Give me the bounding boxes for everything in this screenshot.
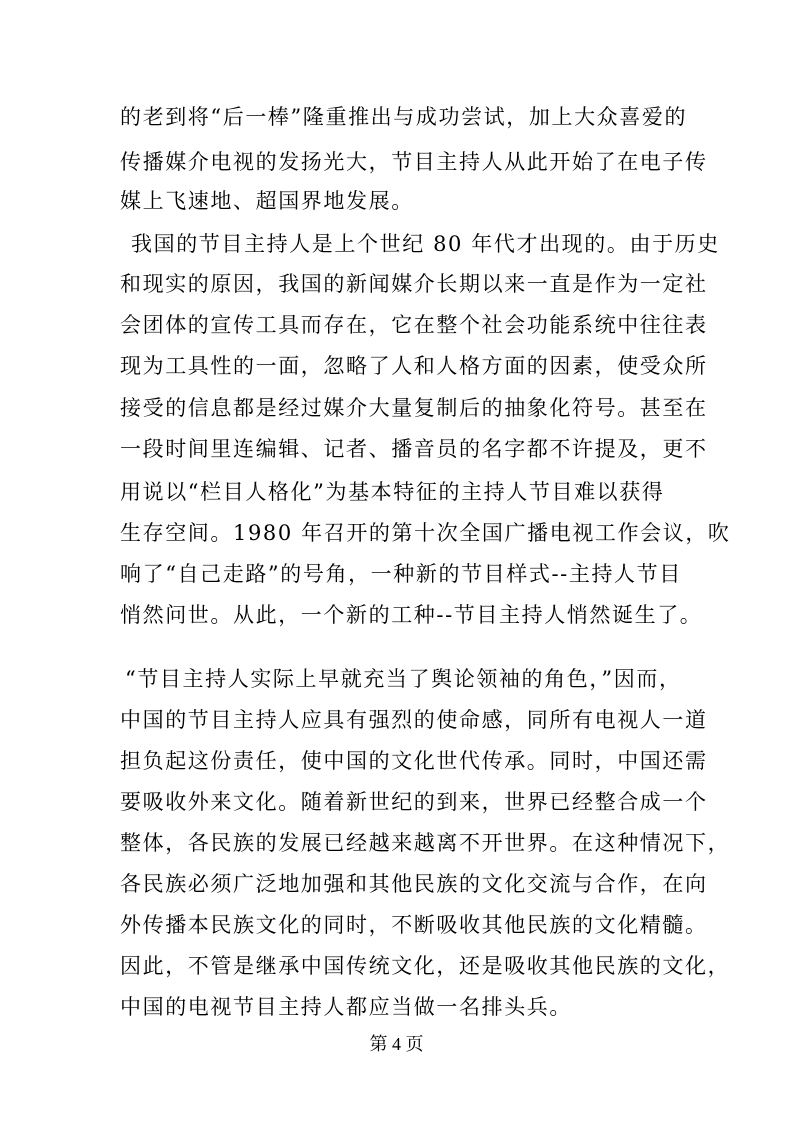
text-line: 因此，不管是继承中国传统文化，还是吸收其他民族的文化，: [120, 954, 731, 978]
text-line: 各民族必须广泛地加强和其他民族的文化交流与合作，在向: [120, 872, 708, 896]
text-line: 外传播本民族文化的同时，不断吸收其他民族的文化精髓。: [120, 913, 708, 937]
text-line: 中国的节目主持人应具有强烈的使命感，同所有电视人一道: [120, 708, 708, 732]
text-line: 接受的信息都是经过媒介大量复制后的抽象化符号。甚至在: [120, 396, 708, 420]
text-line: 要吸收外来文化。随着新世纪的到来，世界已经整合成一个: [120, 790, 708, 814]
text-line: “节目主持人实际上早就充当了舆论领袖的角色，”因而，: [125, 667, 682, 691]
text-line: 悄然问世。从此，一个新的工种--节目主持人悄然诞生了。: [120, 603, 703, 627]
text-line: 会团体的宣传工具而存在，它在整个社会功能系统中往往表: [120, 313, 708, 337]
text-line: 现为工具性的一面，忽略了人和人格方面的因素，使受众所: [120, 354, 708, 378]
text-line: 响了“自己走路”的号角，一种新的节目样式--主持人节目: [120, 562, 682, 586]
text-line: 的老到将“后一棒”隆重推出与成功尝试，加上大众喜爱的: [120, 105, 688, 129]
text-line: 生存空间。1980 年召开的第十次全国广播电视工作会议，吹: [120, 521, 731, 545]
text-line: 一段时间里连编辑、记者、播音员的名字都不许提及，更不: [120, 437, 708, 461]
page-number: 第 4 页: [369, 1034, 424, 1054]
text-line: 用说以“栏目人格化”为基本特征的主持人节目难以获得: [120, 480, 665, 504]
text-line: 整体，各民族的发展已经越来越离不开世界。在这种情况下，: [120, 831, 731, 855]
text-line: 我国的节目主持人是上个世纪 80 年代才出现的。由于历史: [131, 232, 720, 256]
text-line: 中国的电视节目主持人都应当做一名排头兵。: [120, 995, 572, 1019]
text-line: 传播媒介电视的发扬光大，节目主持人从此开始了在电子传: [120, 150, 708, 174]
text-line: 和现实的原因，我国的新闻媒介长期以来一直是作为一定社: [120, 272, 708, 296]
text-line: 媒上飞速地、超国界地发展。: [120, 189, 414, 213]
text-line: 担负起这份责任，使中国的文化世代传承。同时，中国还需: [120, 749, 708, 773]
